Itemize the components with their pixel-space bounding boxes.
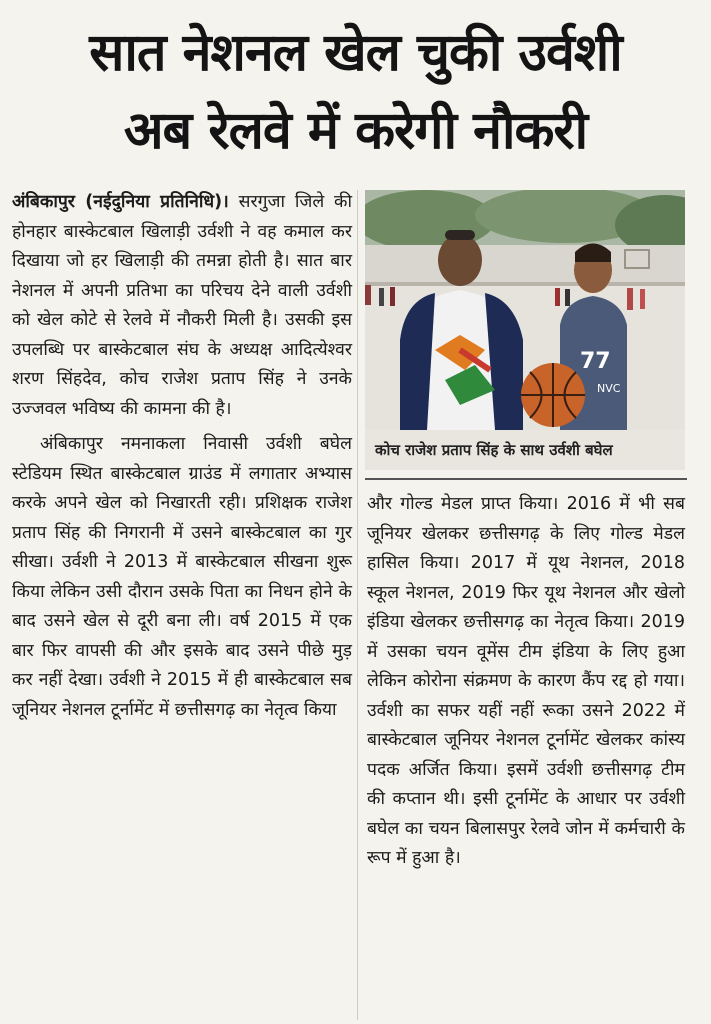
column-divider [357,190,358,1020]
headline [0,14,711,170]
jersey-number: 77 [580,349,611,374]
article-paragraph-3: और गोल्ड मेडल प्राप्त किया। 2016 में भी सब जूनियर खेलकर छत्तीसगढ़ के लिए गोल्ड मेडल हासिल किया। 2017 में यूथ नेशनल, 2018 स्कूल नेशनल, 2019 फिर यूथ नेशनल और खेलो इंडिया खेलकर छत्तीसगढ़ का नेतृत्व किया। 2019 में उसका चयन वूमेंस टीम इंडिया के लिए हुआ लेकिन कोरोना संक्रमण के कारण कैंप रद्द हो गया। उर्वशी का सफर यहीं नहीं रूका उसने 2022 में बास्केटबाल जूनियर नेशनल टूर्नामेंट खेलकर कांस्य पदक अर्जित किया। इसमें उर्वशी छत्तीसगढ़ टीम की कप्तान थी। इसी टूर्नामेंट के आधार पर उर्वशी बघेल का चयन बिलासपुर रेलवे जोन में कर्मचारी के रूप में हुआ है। [367,494,685,868]
jersey-text: NVC [597,382,621,395]
article-paragraph-2: अंबिकापुर नमनाकला निवासी उर्वशी बघेल स्टेडियम स्थित बास्केटबाल ग्राउंड में लगातार अभ्यास करके अपने खेल को निखारती रही। प्रशिक्षक राजेश प्रताप सिंह की निगरानी में उसने बास्केटबाल का गुर सीखा। उर्वशी ने 2013 में बास्केटबाल सीखना शुरू किया लेकिन उसी दौरान उसके पिता का निधन होने के बाद उसने खेल से दूरी बना ली। वर्ष 2015 में एक बार फिर वापसी की और इसके बाद उसने पीछे मुड़ कर नहीं देखा। उर्वशी ने 2015 में ही बास्केटबाल सब जूनियर नेशनल टूर्नामेंट में छत्तीसगढ़ का नेतृत्व किया [12,434,352,720]
article-column-left [12,188,352,731]
article-paragraph-1-text: सरगुजा जिले की होनहार बास्केटबाल खिलाड़ी उर्वशी ने वह कमाल कर दिखाया जो हर खिलाड़ी की तमन्ना होती है। सात बार नेशनल में अपनी प्रतिभा का परिचय देने वाली उर्वशी को खेल कोटे से रेलवे में नौकरी मिली है। उसकी इस उपलब्धि पर बास्केटबाल संघ के अध्यक्ष आदित्येश्वर शरण सिंहदेव, कोच राजेश प्रताप सिंह ने उनके उज्जवल भविष्य की कामना की है। [12,192,353,419]
headline-line-1: सात नेशनल खेल चुकी उर्वशी [89,23,622,83]
headline-line-2: अब रेलवे में करेगी नौकरी [123,101,588,161]
caption-rule [365,478,687,480]
article-column-right [367,490,685,874]
photo-box [365,190,685,470]
dateline: अंबिकापुर (नईदुनिया प्रतिनिधि)। [12,192,229,212]
article-paragraph-1 [12,188,352,424]
photo-coach-and-player [365,190,685,430]
photo-caption: कोच राजेश प्रताप सिंह के साथ उर्वशी बघेल [375,441,613,459]
